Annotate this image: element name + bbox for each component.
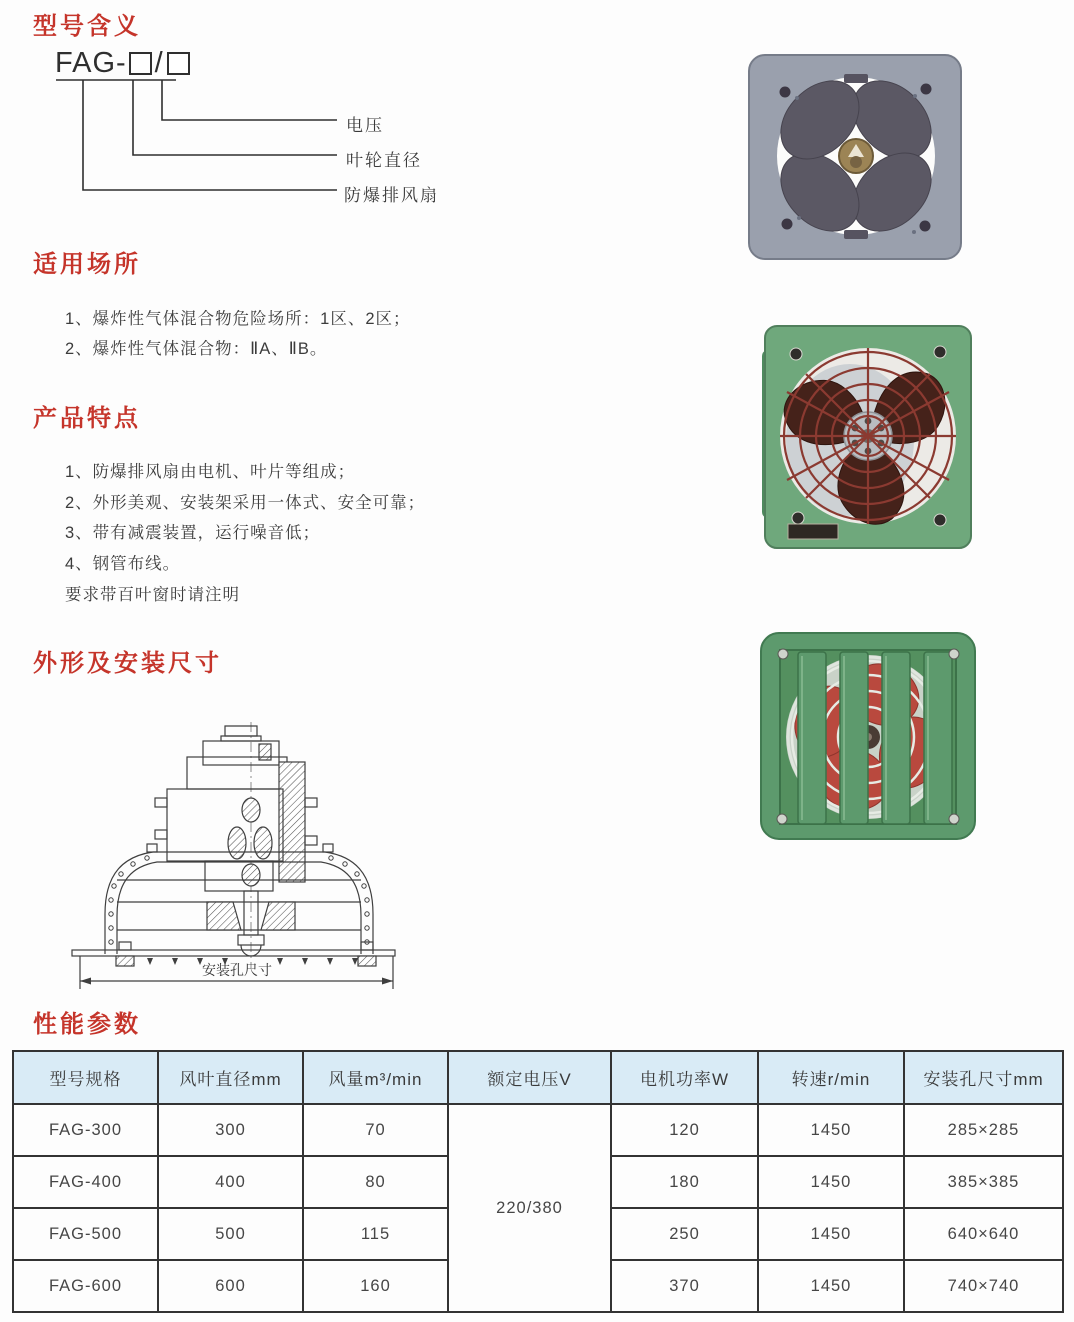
cell-power: 250 xyxy=(611,1208,758,1260)
application-item: 2、爆炸性气体混合物：ⅡA、ⅡB。 xyxy=(65,340,328,358)
cell-model: FAG-500 xyxy=(13,1208,158,1260)
cell-airflow: 70 xyxy=(303,1104,448,1156)
technical-drawing-cross-section xyxy=(55,702,405,992)
callout-explosion-proof-fan: 防爆排风扇 xyxy=(344,186,439,205)
model-prefix: FAG- xyxy=(55,47,127,79)
cell-speed: 1450 xyxy=(758,1104,904,1156)
callout-impeller-diameter: 叶轮直径 xyxy=(346,151,422,170)
cell-speed: 1450 xyxy=(758,1156,904,1208)
table-header-row xyxy=(13,1051,1063,1104)
cell-power: 370 xyxy=(611,1260,758,1312)
col-header-blade-diameter: 风叶直径mm xyxy=(158,1051,303,1104)
feature-item: 1、防爆排风扇由电机、叶片等组成； xyxy=(65,463,356,481)
col-header-airflow: 风量m³/min xyxy=(303,1051,448,1104)
application-item: 1、爆炸性气体混合物危险场所：1区、2区； xyxy=(65,310,411,328)
cell-model: FAG-400 xyxy=(13,1156,158,1208)
product-photo-green-louvered-fan xyxy=(758,630,978,842)
cell-hole: 285×285 xyxy=(904,1104,1063,1156)
col-header-voltage: 额定电压V xyxy=(448,1051,611,1104)
cell-hole: 640×640 xyxy=(904,1208,1063,1260)
cell-hole: 385×385 xyxy=(904,1156,1063,1208)
cell-hole: 740×740 xyxy=(904,1260,1063,1312)
cell-speed: 1450 xyxy=(758,1208,904,1260)
cell-diameter: 500 xyxy=(158,1208,303,1260)
cell-diameter: 400 xyxy=(158,1156,303,1208)
section-title-applications: 适用场所 xyxy=(33,251,141,278)
section-title-dimensions: 外形及安装尺寸 xyxy=(33,650,222,677)
callout-voltage: 电压 xyxy=(346,116,384,135)
product-photo-green-guard-fan xyxy=(762,322,974,552)
section-title-performance: 性能参数 xyxy=(33,1011,141,1038)
cell-model: FAG-600 xyxy=(13,1260,158,1312)
feature-item: 2、外形美观、安装架采用一体式、安全可靠； xyxy=(65,494,426,512)
model-code xyxy=(55,47,192,80)
feature-item: 4、钢管布线。 xyxy=(65,555,181,573)
performance-table xyxy=(12,1050,1064,1313)
feature-note: 要求带百叶窗时请注明 xyxy=(65,586,240,604)
col-header-mounting-hole: 安装孔尺寸mm xyxy=(904,1051,1063,1104)
model-placeholder-box-2 xyxy=(167,52,190,75)
model-separator: / xyxy=(154,47,164,79)
cell-voltage-merged: 220/380 xyxy=(448,1104,611,1312)
cell-airflow: 160 xyxy=(303,1260,448,1312)
col-header-motor-power: 电机功率W xyxy=(611,1051,758,1104)
cell-power: 120 xyxy=(611,1104,758,1156)
feature-item: 3、带有减震装置，运行噪音低； xyxy=(65,524,321,542)
model-placeholder-box-1 xyxy=(129,52,152,75)
table-row xyxy=(13,1104,1063,1156)
section-title-features: 产品特点 xyxy=(33,405,141,432)
product-photo-gray-fan xyxy=(745,52,965,262)
cell-airflow: 80 xyxy=(303,1156,448,1208)
col-header-model: 型号规格 xyxy=(13,1051,158,1104)
green-louvered-fan-graphic xyxy=(758,630,978,842)
gray-fan-graphic xyxy=(745,52,965,262)
cell-diameter: 600 xyxy=(158,1260,303,1312)
green-guard-fan-graphic xyxy=(762,322,974,552)
cell-model: FAG-300 xyxy=(13,1104,158,1156)
section-title-model-meaning: 型号含义 xyxy=(33,13,141,40)
drawing-dimension-label: 安装孔尺寸 xyxy=(202,962,272,978)
col-header-speed: 转速r/min xyxy=(758,1051,904,1104)
cell-diameter: 300 xyxy=(158,1104,303,1156)
cell-speed: 1450 xyxy=(758,1260,904,1312)
cell-power: 180 xyxy=(611,1156,758,1208)
cell-airflow: 115 xyxy=(303,1208,448,1260)
